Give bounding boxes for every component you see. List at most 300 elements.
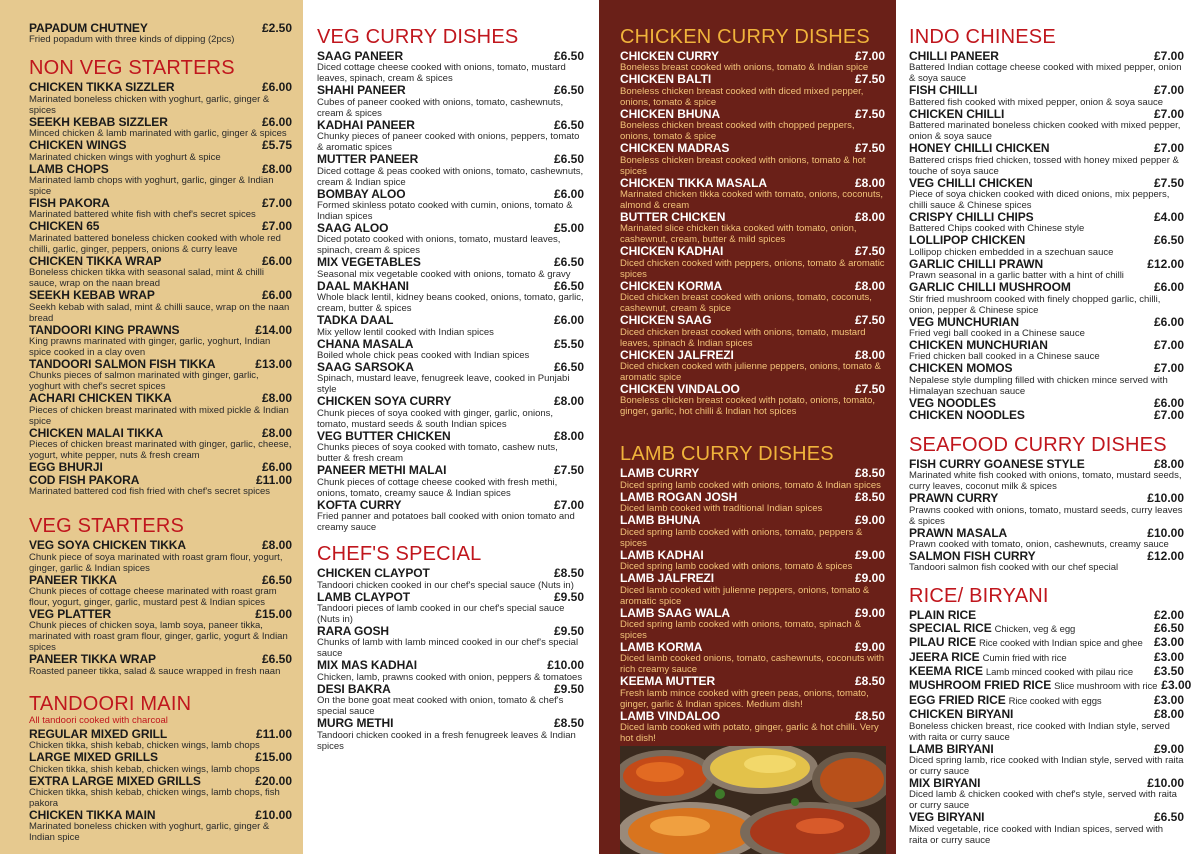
menu-item [317, 338, 584, 361]
section-title-seafood-curry-dishes: SEAFOOD CURRY DISHES [909, 433, 1167, 456]
menu-item-price: £9.00 [854, 639, 885, 654]
menu-item-name-wrap [909, 258, 1043, 270]
menu-item [620, 607, 885, 641]
menu-item-description: Tandoori pieces of lamb cooked in our chef's special sauce (Nuts in) [317, 602, 565, 625]
menu-item-description: Chunk pieces of cottage cheese marinated with roast gram flour, yogurt, ginger, garlic, mustard pest & Indian spices [29, 585, 277, 608]
menu-item-name: FISH PAKORA [29, 196, 110, 211]
menu-item-row [29, 116, 292, 128]
menu-column-3 [599, 0, 896, 854]
menu-item [29, 775, 292, 809]
menu-item-price: £6.00 [1153, 395, 1184, 410]
menu-item-price: £10.00 [1147, 525, 1184, 540]
menu-item-name-wrap [317, 659, 417, 671]
menu-item-name-wrap [317, 119, 415, 131]
menu-item-description: Tandoori chicken cooked in a fresh fenugreek leaves & Indian spices [317, 729, 576, 752]
menu-item-price: £8.00 [854, 210, 885, 225]
menu-item-name-wrap [29, 139, 126, 151]
menu-item-name-wrap [909, 234, 1025, 246]
menu-item [317, 222, 584, 256]
menu-item-price: £7.00 [1153, 361, 1184, 376]
menu-item-name: CHICKEN BHUNA [620, 106, 721, 121]
menu-item-description: Roasted paneer tikka, salad & sauce wrapped in fresh naan [29, 665, 281, 677]
menu-item-name-wrap [909, 550, 1036, 562]
menu-item [29, 255, 292, 289]
menu-item-name: MUTTER PANEER [317, 152, 419, 167]
menu-item-row [317, 591, 584, 603]
menu-item [29, 289, 292, 323]
menu-item-description: Chicken tikka, shish kebab, chicken wings, lamb chops [29, 740, 260, 752]
menu-item [317, 84, 584, 118]
menu-item-name-wrap [29, 116, 168, 128]
menu-item-name-wrap [620, 641, 702, 653]
menu-item-description: Diced spring lamb cooked with onions, tomato, peppers & spices [620, 526, 863, 549]
menu-item [620, 177, 885, 211]
menu-item-description: Boneless chicken breast cooked with diced mixed pepper, onions, tomato & spice [620, 85, 864, 108]
menu-item-name-wrap [620, 675, 715, 687]
menu-item [317, 499, 584, 533]
menu-item-name: CRISPY CHILLI CHIPS [909, 210, 1034, 225]
menu-item [620, 211, 885, 245]
menu-item-price: £7.00 [1153, 338, 1184, 353]
menu-item-price: £7.50 [854, 382, 885, 397]
menu-item-price: £8.00 [854, 278, 885, 293]
menu-item-name-wrap [317, 256, 421, 268]
menu-item-row [317, 188, 584, 200]
menu-item-name: DESI BAKRA [317, 681, 391, 696]
menu-item-name: SHAHI PANEER [317, 83, 406, 98]
menu-item [317, 280, 584, 314]
menu-item-name: EGG FRIED RICE [909, 692, 1006, 707]
menu-item [29, 608, 292, 653]
menu-item-row [909, 458, 1184, 470]
menu-item [620, 73, 885, 107]
menu-item-name: VEG CHILLI CHICKEN [909, 175, 1033, 190]
menu-item-name-wrap [620, 280, 722, 292]
menu-item-row [620, 641, 885, 653]
menu-item-description: Marinated white fish cooked with onions, tomato, mustard seeds, curry leaves, coconut milk & spices [909, 470, 1182, 493]
menu-item-name: CHICKEN TIKKA MASALA [620, 175, 767, 190]
menu-item-row [620, 245, 885, 257]
menu-column-2 [303, 0, 599, 854]
menu-item-description: Boneless chicken breast cooked with onions, tomato & hot spices [620, 154, 866, 177]
menu-item-row [909, 743, 1184, 755]
menu-item-name: CHICKEN CURRY [620, 49, 719, 63]
menu-item [620, 710, 885, 744]
menu-item-row [909, 678, 1192, 693]
menu-item-name-wrap [909, 622, 1075, 636]
menu-item-description: Prawns cooked with onions, tomato, mustard seeds, curry leaves & spices [909, 504, 1183, 527]
menu-item-inline-description: Slice mushroom with rice [1054, 681, 1158, 693]
menu-item-name: PRAWN CURRY [909, 491, 999, 506]
menu-item-name: CHICKEN TIKKA MAIN [29, 807, 156, 822]
menu-item-row [29, 22, 292, 34]
menu-item-name-wrap [909, 777, 980, 789]
menu-item-price: £6.50 [553, 117, 584, 132]
menu-item [29, 751, 292, 774]
menu-item-name: SAAG SARSOKA [317, 360, 414, 375]
menu-item [909, 678, 1192, 693]
menu-item-description: Fried vegi ball cooked in a Chinese sauce [909, 328, 1085, 340]
menu-item-name-wrap [909, 811, 984, 823]
menu-item-name: CHICKEN NOODLES [909, 408, 1025, 423]
menu-item-name: VEG PLATTER [29, 606, 112, 621]
menu-item-price: £6.50 [553, 278, 584, 293]
menu-item-price: £5.50 [553, 336, 584, 351]
menu-item-price: £10.00 [255, 807, 292, 822]
menu-item-price: £8.50 [553, 716, 584, 731]
menu-item-row [29, 255, 292, 267]
menu-item-name: TANDOORI KING PRAWNS [29, 322, 180, 337]
menu-item-name-wrap [317, 50, 403, 62]
menu-item [29, 809, 292, 843]
menu-item-price: £9.00 [854, 547, 885, 562]
menu-item-description: Diced chicken cooked with julienne peppers, onions, tomato & aromatic spice [620, 361, 881, 384]
menu-item [317, 683, 584, 717]
menu-item-name: LAMB VINDALOO [620, 708, 721, 723]
menu-item [909, 211, 1184, 234]
menu-item-name: CHICKEN MOMOS [909, 361, 1013, 376]
menu-column-1 [0, 0, 303, 854]
menu-item [29, 728, 292, 751]
menu-item-name-wrap [29, 809, 155, 821]
menu-item-name-wrap [317, 464, 446, 476]
menu-item-description: Whole black lentil, kidney beans cooked, onions, tomato, garlic, cream, butter & spices [317, 292, 584, 315]
menu-item-price: £6.50 [553, 360, 584, 375]
menu-item-name: RARA GOSH [317, 623, 389, 638]
menu-item-inline-description: Chicken, veg & egg [994, 623, 1076, 635]
section-title-chef-s-special: CHEF'S SPECIAL [317, 543, 482, 566]
menu-item-row [29, 608, 292, 620]
menu-item [909, 636, 1184, 650]
menu-item-row [29, 653, 292, 665]
menu-item-price: £8.50 [553, 566, 584, 581]
menu-item [909, 708, 1184, 742]
menu-item-name-wrap [29, 775, 201, 787]
menu-item-inline-description: Rice cooked with eggs [1008, 695, 1102, 707]
menu-item-name-wrap [909, 458, 1085, 470]
section-title-veg-starters: VEG STARTERS [29, 515, 185, 538]
menu-item-price: £8.00 [1153, 707, 1184, 722]
menu-item-price: £20.00 [255, 773, 292, 788]
menu-item [909, 234, 1184, 257]
menu-item [909, 108, 1184, 142]
menu-item-row [909, 362, 1184, 374]
menu-item-row [29, 775, 292, 787]
menu-item-description: Diced cottage & peas cooked with onions, tomato, cashewnuts, cream & Indian spice [317, 165, 584, 188]
menu-item-row [909, 258, 1184, 270]
menu-item-name-wrap [909, 177, 1033, 189]
menu-item-price: £6.00 [553, 186, 584, 201]
menu-item-name-wrap [620, 514, 700, 526]
menu-item-row [620, 142, 885, 154]
menu-item-row [29, 197, 292, 209]
menu-item [909, 362, 1184, 396]
menu-item-description: Seasonal mix vegetable cooked with onions, tomato & gravy [317, 268, 571, 280]
menu-item-row [620, 549, 885, 561]
menu-item-price: £10.00 [1147, 491, 1184, 506]
menu-item-row [317, 50, 584, 62]
menu-item-description: Diced spring lamb cooked with onions, tomato & spices [620, 561, 853, 573]
menu-item-name: CHICKEN TIKKA WRAP [29, 253, 162, 268]
menu-item-name: COD FISH PAKORA [29, 472, 140, 487]
menu-item-description: Chunk piece of soya marinated with roast gram flour, yogurt, ginger, garlic & Indian spices [29, 551, 283, 574]
menu-item-row [620, 572, 885, 584]
menu-item-price: £9.50 [553, 681, 584, 696]
menu-item-name: CHICKEN KADHAI [620, 244, 724, 259]
menu-item-row [29, 809, 292, 821]
menu-item-row [620, 50, 885, 62]
menu-item-row [29, 427, 292, 439]
menu-item-price: £6.50 [261, 652, 292, 667]
menu-item-name: JEERA RICE [909, 649, 980, 664]
menu-item-name-wrap [29, 324, 179, 336]
menu-item-name: CHICKEN KORMA [620, 278, 723, 293]
menu-item-row [317, 361, 584, 373]
menu-item-description: Formed skinless potato cooked with cumin, onions, tomato & Indian spices [317, 200, 573, 223]
menu-item-price: £15.00 [255, 606, 292, 621]
menu-item-description: Fried popadum with three kinds of dipping (2pcs) [29, 34, 235, 46]
menu-item-name: LARGE MIXED GRILLS [29, 750, 158, 765]
menu-item-row [909, 694, 1184, 708]
menu-item-name-wrap [909, 694, 1102, 708]
menu-item [909, 50, 1184, 84]
menu-item-description: Marinated battered boneless chicken cooked with whole red chilli, garlic, ginger, peppers, onions & curry leave [29, 232, 281, 255]
menu-item-row [29, 539, 292, 551]
section-title-tandoori-main: TANDOORI MAIN [29, 692, 192, 715]
menu-item-price: £11.00 [255, 726, 292, 741]
menu-item-description: Chunk pieces of soya cooked with ginger, garlic, onions, tomato, mustard seeds & south Indian spices [317, 407, 554, 430]
menu-item [620, 491, 885, 514]
menu-item-name-wrap [909, 492, 998, 504]
menu-item-price: £8.00 [854, 347, 885, 362]
menu-item-row [29, 474, 292, 486]
menu-item-name-wrap [317, 188, 405, 200]
menu-item [909, 665, 1184, 679]
menu-item-price: £10.00 [547, 658, 584, 673]
menu-item-price: £7.00 [553, 497, 584, 512]
menu-item-price: £3.00 [1153, 635, 1184, 650]
menu-item-price: £9.00 [854, 571, 885, 586]
menu-item-row [29, 139, 292, 151]
menu-item-price: £8.00 [261, 161, 292, 176]
menu-item-name: ACHARI CHICKEN TIKKA [29, 391, 172, 406]
menu-item-name: EXTRA LARGE MIXED GRILLS [29, 773, 201, 788]
section-title-rice-biryani: RICE/ BIRYANI [909, 585, 1049, 608]
menu-item-name-wrap [909, 409, 1025, 421]
menu-item [317, 717, 584, 751]
menu-item [909, 811, 1184, 845]
menu-item-description: Lollipop chicken embedded in a szechuan sauce [909, 246, 1114, 258]
menu-item-name: TANDOORI SALMON FISH TIKKA [29, 357, 216, 372]
menu-item-description: Diced chicken cooked with peppers, onions, tomato & aromatic spices [620, 257, 885, 280]
menu-item-row [317, 314, 584, 326]
menu-item-name-wrap [620, 177, 767, 189]
menu-item-name-wrap [620, 383, 740, 395]
menu-item-name-wrap [620, 607, 730, 619]
menu-item-price: £9.50 [553, 623, 584, 638]
menu-item [909, 622, 1184, 636]
menu-item [29, 358, 292, 392]
menu-item [909, 339, 1184, 362]
menu-item-name: CHICKEN VINDALOO [620, 382, 740, 397]
menu-item [909, 743, 1184, 777]
menu-item-name-wrap [29, 539, 186, 551]
menu-item [909, 458, 1184, 492]
menu-item-price: £3.00 [1153, 692, 1184, 707]
menu-item-price: £6.50 [1153, 810, 1184, 825]
menu-item-price: £8.50 [854, 489, 885, 504]
menu-item-name-wrap [909, 362, 1012, 374]
menu-item-price: £7.50 [854, 141, 885, 156]
menu-column-4 [896, 0, 1200, 854]
menu-item [620, 50, 885, 73]
menu-item-price: £7.50 [854, 72, 885, 87]
menu-item-inline-description: Rice cooked with Indian spice and ghee [979, 638, 1143, 650]
menu-item-price: £15.00 [255, 750, 292, 765]
menu-item-name-wrap [620, 142, 729, 154]
menu-item-row [317, 717, 584, 729]
menu-item-price: £2.00 [1153, 608, 1184, 623]
menu-item-name: CHICKEN MADRAS [620, 141, 730, 156]
menu-item [909, 651, 1184, 665]
menu-item-inline-description: Lamb minced cooked with pilau rice [985, 666, 1133, 678]
menu-item-row [29, 728, 292, 740]
menu-item-price: £7.00 [854, 49, 885, 63]
menu-item-name-wrap [317, 361, 414, 373]
menu-item-name-wrap [317, 222, 388, 234]
menu-item-price: £7.00 [261, 196, 292, 211]
menu-item-name-wrap [29, 392, 172, 404]
menu-item-price: £7.00 [1153, 106, 1184, 121]
menu-item-price: £7.50 [1153, 175, 1184, 190]
menu-item-description: Battered marinated boneless chicken cooked with mixed pepper, onion & soya sauce [909, 120, 1181, 143]
menu-item-name-wrap [909, 708, 1013, 720]
menu-item-name: FISH CURRY GOANESE STYLE [909, 456, 1085, 471]
menu-item-name-wrap [620, 467, 699, 479]
menu-item-name: SEEKH KEBAB SIZZLER [29, 114, 168, 129]
menu-item-name: PILAU RICE [909, 635, 977, 650]
menu-item-name-wrap [620, 572, 714, 584]
menu-item-name-wrap [909, 50, 999, 62]
menu-item [29, 81, 292, 115]
menu-item [29, 139, 292, 162]
menu-item-description: Stir fried mushroom cooked with finely chopped garlic, chilli, onion, pepper & Chinese spice [909, 293, 1161, 316]
menu-item-description: Nepalese style dumpling filled with chicken mince served with Himalayan szechuan sauce [909, 374, 1168, 397]
menu-item-name: CHICKEN 65 [29, 219, 100, 234]
section-title-non-veg-starters: NON VEG STARTERS [29, 57, 235, 80]
menu-item-name-wrap [620, 73, 711, 85]
menu-item-name: CHICKEN SAAG [620, 313, 712, 328]
menu-item-description: Marinated slice chicken tikka cooked with tomato, onion, cashewnut, cream, butter & mild spices [620, 223, 857, 246]
menu-item-row [317, 659, 584, 671]
menu-item-price: £2.50 [261, 21, 292, 35]
menu-item-price: £6.00 [261, 460, 292, 475]
menu-item-name-wrap [29, 653, 156, 665]
menu-item-price: £6.00 [553, 313, 584, 328]
menu-item-name-wrap [620, 245, 723, 257]
menu-item-name-wrap [620, 211, 725, 223]
menu-item-description: Chunks of lamb with lamb minced cooked in our chef's special sauce [317, 637, 579, 660]
menu-item-description: Prawn cooked with tomato, onion, cashewnuts, creamy sauce [909, 538, 1169, 550]
menu-item-description: Tandoori salmon fish cooked with our chef special [909, 562, 1119, 574]
menu-item-description: Diced lamb cooked with potato, ginger, garlic & hot chilli. Very hot dish! [620, 722, 879, 745]
menu-item-description: Diced cottage cheese cooked with onions, tomato, mustard leaves, spinach, cream & spices [317, 62, 566, 85]
menu-item-price: £3.50 [1153, 663, 1184, 678]
menu-item-name: SAAG PANEER [317, 49, 404, 63]
menu-item-price: £8.00 [553, 394, 584, 409]
menu-item-price: £14.00 [255, 322, 292, 337]
menu-item-name: MUSHROOM FRIED RICE [909, 678, 1052, 693]
menu-item-row [909, 492, 1184, 504]
menu-item-row [620, 177, 885, 189]
menu-item-name-wrap [909, 211, 1034, 223]
menu-item [909, 84, 1184, 107]
menu-item-row [620, 211, 885, 223]
menu-item-price: £8.00 [261, 425, 292, 440]
menu-item-name-wrap [29, 81, 174, 93]
menu-item [317, 153, 584, 187]
menu-item-price: £6.50 [261, 572, 292, 587]
menu-item [317, 50, 584, 84]
menu-item-description: Boneless chicken breast cooked with potato, onions, tomato, ginger, garlic, hot chilli & Indian hot spices [620, 395, 876, 418]
menu-item-name: TADKA DAAL [317, 313, 394, 328]
menu-item [29, 116, 292, 139]
menu-item-name-wrap [909, 316, 1019, 328]
menu-item-description: Chunky pieces of paneer cooked with onions, peppers, tomato & aromatic spices [317, 131, 580, 154]
menu-item-row [909, 108, 1184, 120]
menu-item [317, 625, 584, 659]
menu-item-name-wrap [29, 574, 117, 586]
menu-item-name-wrap [29, 474, 139, 486]
menu-item-price: £12.00 [1147, 548, 1184, 563]
menu-item [29, 539, 292, 573]
menu-item-name-wrap [317, 499, 401, 511]
menu-item-name: CHICKEN MALAI TIKKA [29, 425, 164, 440]
menu-item-price: £7.00 [1153, 408, 1184, 423]
menu-item [620, 108, 885, 142]
menu-item-name: PANEER TIKKA [29, 572, 117, 587]
menu-item-price: £9.00 [1153, 741, 1184, 756]
menu-item-name: CHICKEN CHILLI [909, 106, 1005, 121]
menu-item-name-wrap [317, 717, 393, 729]
menu-item [317, 567, 584, 590]
menu-item-description: Marinated lamb chops with yoghurt, garlic, ginger & Indian spice [29, 175, 274, 198]
menu-item [317, 314, 584, 337]
menu-item-description: Diced spring lamb cooked with onions, tomato & Indian spices [620, 479, 881, 491]
menu-item-description: Diced chicken breast cooked with onions, tomato, mustard leaves, spinach & Indian spices [620, 326, 866, 349]
menu-item-name: CHANA MASALA [317, 336, 414, 351]
menu-item [317, 659, 584, 682]
menu-item-row [909, 651, 1184, 665]
menu-item-price: £8.00 [261, 538, 292, 553]
menu-item-row [317, 625, 584, 637]
menu-item-name: LAMB KADHAI [620, 547, 704, 562]
menu-item-description: Diced lamb cooked with julienne peppers, onions, tomato & aromatic spice [620, 584, 870, 607]
menu-item-description: Marinated chicken wings with yoghurt & spice [29, 151, 221, 163]
menu-item-name: DAAL MAKHANI [317, 278, 409, 293]
menu-item [909, 527, 1184, 550]
menu-item-name: MIX MAS KADHAI [317, 658, 417, 673]
menu-item-row [29, 324, 292, 336]
menu-item-row [29, 358, 292, 370]
menu-item [317, 361, 584, 395]
menu-item-name: CHICKEN BIRYANI [909, 707, 1014, 722]
menu-item [29, 220, 292, 254]
menu-item-price: £6.50 [553, 49, 584, 63]
menu-item-description: Mix yellow lentil cooked with Indian spices [317, 326, 494, 338]
menu-item-row [620, 675, 885, 687]
menu-item-name: VEG SOYA CHICKEN TIKKA [29, 538, 186, 553]
